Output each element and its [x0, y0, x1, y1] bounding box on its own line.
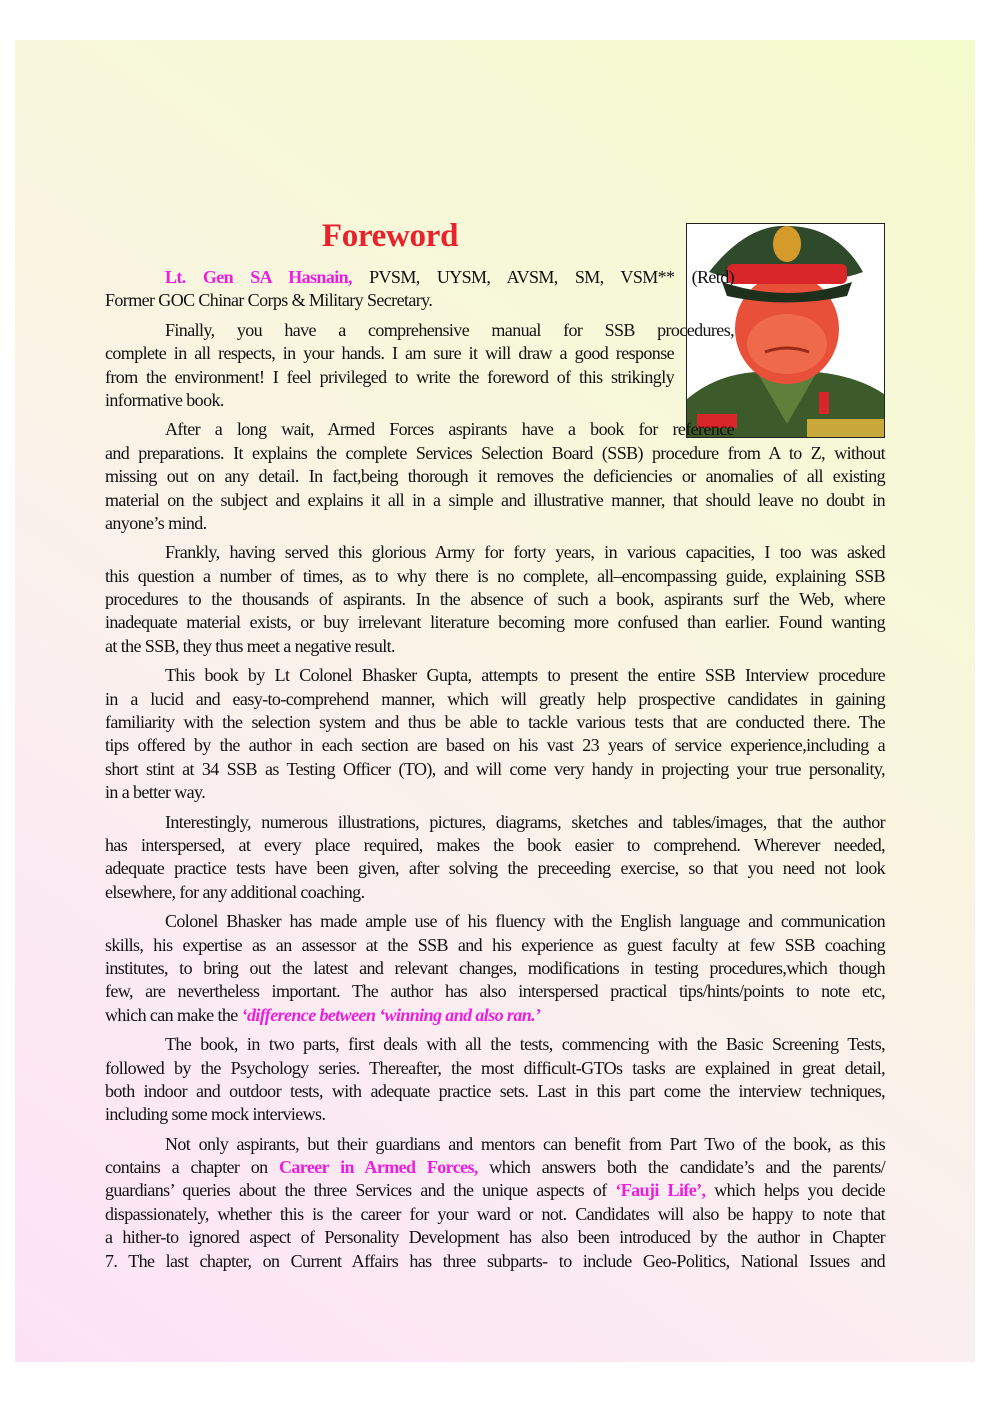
- text-line: tips offered by the author in each section are based on his vast 23 years of service experience,including a: [105, 735, 885, 756]
- text-segment: contains a chapter on: [105, 1157, 279, 1178]
- text-line: familiarity with the selection system and thus be able to tackle various tests that are conducted there. The: [105, 712, 885, 733]
- highlighted-text: ‘Fauji Life’,: [615, 1180, 706, 1201]
- text-line: missing out on any detail. In fact,being thorough it removes the deficiencies or anomalies of all existing: [105, 466, 885, 487]
- text-line: anyone’s mind.: [105, 512, 207, 533]
- text-line: this question a number of times, as to why there is no complete, all–encompassing guide, explaining SSB: [105, 565, 885, 586]
- text-line: material on the subject and explains it all in a simple and illustrative manner, that should leave no doubt in: [105, 489, 885, 510]
- highlighted-text: Lt. Gen SA Hasnain,: [165, 267, 352, 287]
- text-line: [105, 1004, 885, 1027]
- text-line: This book by Lt Colonel Bhasker Gupta, attempts to present the entire SSB Interview procedure: [165, 665, 885, 686]
- text-line: a hither-to ignored aspect of Personality Development has also been introduced by the author in Chapter: [105, 1227, 885, 1248]
- highlighted-text: Career in Armed Forces,: [278, 1157, 478, 1178]
- paragraph: [105, 266, 885, 313]
- text-line: few, are nevertheless important. The author has also interspersed practical tips/hints/points to note etc,: [105, 981, 885, 1002]
- text-line: Finally, you have a comprehensive manual for SSB procedures,: [165, 319, 734, 340]
- paragraph: [105, 811, 885, 905]
- highlighted-text: ‘difference between ‘winning and also ran.’: [241, 1004, 541, 1025]
- text-line: in a better way.: [105, 782, 206, 803]
- text-line: and preparations. It explains the complete Services Selection Board (SSB) procedure from A to Z, without: [105, 442, 885, 463]
- text-line: inadequate material exists, or buy irrelevant literature becoming more confused than earlier. Found wanting: [105, 612, 885, 633]
- text-line: Frankly, having served this glorious Army for forty years, in various capacities, I too was asked: [165, 542, 885, 563]
- paragraph: [105, 1133, 885, 1273]
- text-line: 7. The last chapter, on Current Affairs has three subparts- to include Geo-Politics, National Issues and: [105, 1250, 885, 1271]
- text-segment: which helps you decide: [705, 1180, 886, 1201]
- paragraph: [105, 541, 885, 658]
- text-line: including some mock interviews.: [105, 1104, 326, 1125]
- text-line: After a long wait, Armed Forces aspirants have a book for reference: [165, 419, 734, 440]
- text-line: skills, his expertise as an assessor at the SSB and his experience as guest faculty at few SSB coaching: [105, 934, 885, 955]
- text-line: adequate practice tests have been given, after solving the preceeding exercise, so that you need not look: [105, 858, 885, 879]
- text-line: short stint at 34 SSB as Testing Officer (TO), and will come very handy in projecting your true personality,: [105, 758, 885, 779]
- paragraph: [105, 319, 885, 413]
- page-title: Foreword: [321, 218, 459, 254]
- text-line: Not only aspirants, but their guardians and mentors can benefit from Part Two of the book, as this: [165, 1133, 885, 1154]
- paragraph: [105, 664, 885, 804]
- text-line: both indoor and outdoor tests, with adequate practice sets. Last in this part come the interview techniques,: [105, 1080, 885, 1101]
- text-line: informative book.: [105, 389, 224, 410]
- text-segment: guardians’ queries about the three Services and the unique aspects of: [105, 1180, 616, 1201]
- text-line: The book, in two parts, first deals with all the tests, commencing with the Basic Screening Tests,: [165, 1034, 885, 1055]
- text-line: institutes, to bring out the latest and relevant changes, modifications in testing procedures,which though: [105, 957, 885, 978]
- text-line: from the environment! I feel privileged to write the foreword of this strikingly: [105, 366, 674, 387]
- text-line: [105, 1156, 885, 1179]
- foreword-body: [105, 266, 885, 1279]
- text-line: [105, 266, 734, 289]
- text-line: in a lucid and easy-to-comprehend manner, which will greatly help prospective candidates in gaining: [105, 688, 885, 709]
- text-line: Former GOC Chinar Corps & Military Secretary.: [105, 290, 433, 311]
- text-segment: which can make the: [105, 1004, 242, 1025]
- text-line: [105, 1179, 885, 1202]
- text-line: Colonel Bhasker has made ample use of his fluency with the English language and communication: [165, 911, 885, 932]
- text-line: elsewhere, for any additional coaching.: [105, 881, 365, 902]
- paragraph: [105, 910, 885, 1027]
- text-line: procedures to the thousands of aspirants. In the absence of such a book, aspirants surf the Web, where: [105, 589, 885, 610]
- text-line: complete in all respects, in your hands. I am sure it will draw a good response: [105, 343, 674, 364]
- text-line: Interestingly, numerous illustrations, pictures, diagrams, sketches and tables/images, that the author: [165, 811, 885, 832]
- text-line: has interspersed, at every place required, makes the book easier to comprehend. Wherever needed,: [105, 834, 885, 855]
- text-segment: which answers both the candidate’s and the parents/: [477, 1157, 885, 1178]
- paragraph: [105, 1033, 885, 1127]
- text-line: at the SSB, they thus meet a negative result.: [105, 635, 395, 656]
- text-segment: PVSM, UYSM, AVSM, SM, VSM** (Retd): [351, 267, 734, 287]
- text-line: dispassionately, whether this is the career for your ward or not. Candidates will also be happy to note that: [105, 1203, 885, 1224]
- paragraph: [105, 418, 885, 535]
- text-line: followed by the Psychology series. Thereafter, the most difficult-GTOs tasks are explained in great detail,: [105, 1057, 885, 1078]
